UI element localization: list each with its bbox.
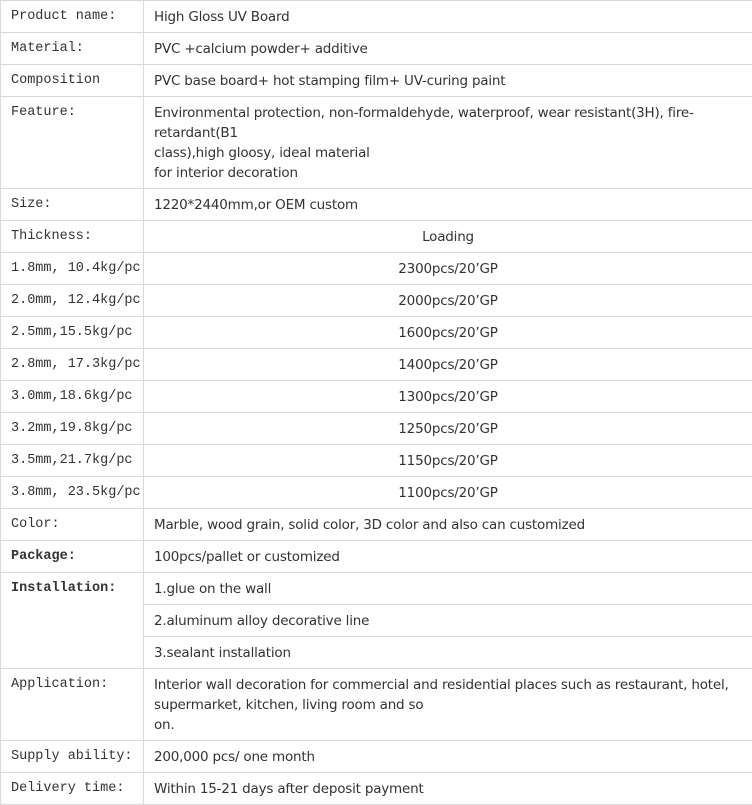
thickness-spec: 2.8mm, 17.3kg/pc [1, 349, 144, 381]
table-row [1, 413, 752, 445]
package-value: 100pcs/pallet or customized [144, 541, 752, 573]
thickness-spec: 3.8mm, 23.5kg/pc [1, 477, 144, 509]
size-label: Size: [1, 189, 144, 221]
table-row [1, 317, 752, 349]
material-value: PVC +calcium powder+ additive [144, 33, 752, 65]
loading-value: 1250pcs/20’GP [144, 413, 752, 445]
feature-label: Feature: [1, 97, 144, 189]
row-size [1, 189, 752, 221]
loading-value: 1100pcs/20’GP [144, 477, 752, 509]
row-installation [1, 573, 752, 605]
loading-header: Loading [144, 221, 752, 253]
installation-step-2: 2.aluminum alloy decorative line [144, 605, 752, 637]
application-value [144, 669, 752, 741]
feature-line-2: class),high gloosy, ideal material [154, 145, 370, 161]
supply-value: 200,000 pcs/ one month [144, 741, 752, 773]
row-application [1, 669, 752, 741]
application-line-1: Interior wall decoration for commercial and residential places such as restaurant, hotel, [154, 677, 729, 693]
thickness-spec: 3.5mm,21.7kg/pc [1, 445, 144, 477]
color-label: Color: [1, 509, 144, 541]
composition-label: Composition [1, 65, 144, 97]
row-material [1, 33, 752, 65]
table-row [1, 349, 752, 381]
thickness-spec: 3.0mm,18.6kg/pc [1, 381, 144, 413]
loading-value: 2300pcs/20’GP [144, 253, 752, 285]
loading-value: 1150pcs/20’GP [144, 445, 752, 477]
thickness-spec: 3.2mm,19.8kg/pc [1, 413, 144, 445]
loading-value: 1300pcs/20’GP [144, 381, 752, 413]
row-package [1, 541, 752, 573]
table-row [1, 285, 752, 317]
supply-label: Supply ability: [1, 741, 144, 773]
color-value: Marble, wood grain, solid color, 3D color and also can customized [144, 509, 752, 541]
feature-line-3: for interior decoration [154, 165, 298, 181]
package-label: Package: [1, 541, 144, 573]
loading-value: 1600pcs/20’GP [144, 317, 752, 349]
product-name-value: High Gloss UV Board [144, 1, 752, 33]
table-row [1, 477, 752, 509]
thickness-spec: 2.5mm,15.5kg/pc [1, 317, 144, 349]
delivery-label: Delivery time: [1, 773, 144, 805]
row-composition [1, 65, 752, 97]
material-label: Material: [1, 33, 144, 65]
table-row [1, 253, 752, 285]
thickness-label: Thickness: [1, 221, 144, 253]
size-value: 1220*2440mm,or OEM custom [144, 189, 752, 221]
row-product-name [1, 1, 752, 33]
row-color [1, 509, 752, 541]
installation-step-3: 3.sealant installation [144, 637, 752, 669]
loading-value: 2000pcs/20’GP [144, 285, 752, 317]
thickness-spec: 1.8mm, 10.4kg/pc [1, 253, 144, 285]
installation-label: Installation: [1, 573, 144, 669]
table-row [1, 381, 752, 413]
row-supply [1, 741, 752, 773]
feature-value [144, 97, 752, 189]
delivery-value: Within 15-21 days after deposit payment [144, 773, 752, 805]
product-name-label: Product name: [1, 1, 144, 33]
row-thickness-header [1, 221, 752, 253]
application-line-3: on. [154, 717, 175, 733]
application-label: Application: [1, 669, 144, 741]
installation-step-1: 1.glue on the wall [144, 573, 752, 605]
row-feature [1, 97, 752, 189]
application-line-2: supermarket, kitchen, living room and so [154, 697, 423, 713]
row-delivery [1, 773, 752, 805]
loading-value: 1400pcs/20’GP [144, 349, 752, 381]
table-row [1, 445, 752, 477]
composition-value: PVC base board+ hot stamping film+ UV-curing paint [144, 65, 752, 97]
thickness-spec: 2.0mm, 12.4kg/pc [1, 285, 144, 317]
feature-line-1: Environmental protection, non-formaldehyde, waterproof, wear resistant(3H), fire-retardant(B1 [154, 105, 694, 141]
